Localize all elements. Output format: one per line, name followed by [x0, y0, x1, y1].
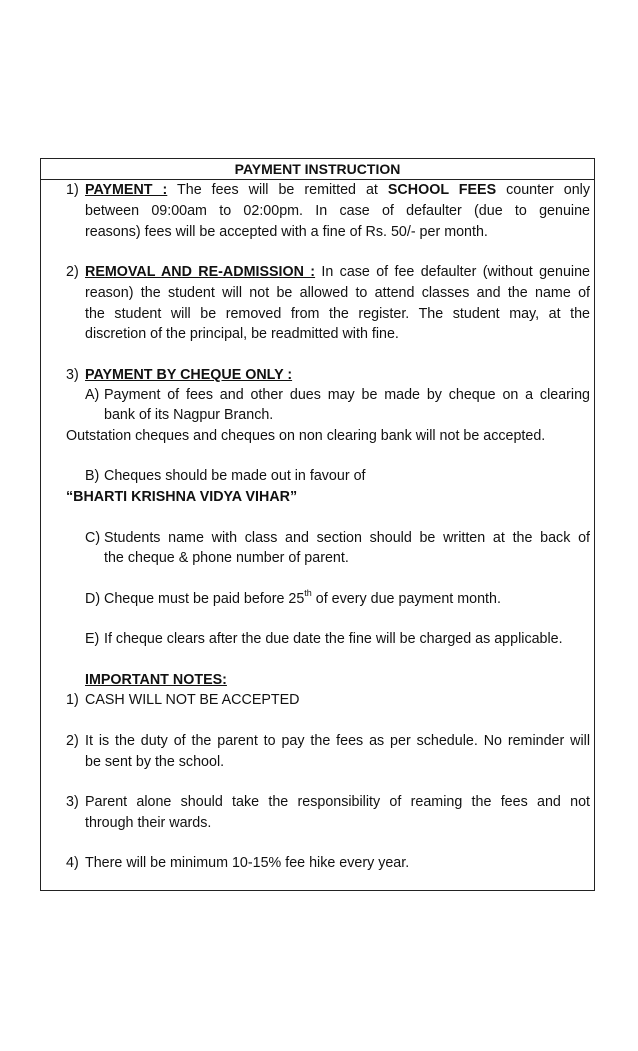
- note-3-line-1: Parent alone should take the responsibility of reaming the fees and not: [85, 794, 590, 810]
- item-e-text: If cheque clears after the due date the fine will be charged as applicable.: [104, 631, 563, 647]
- section-1-heading: PAYMENT :: [85, 182, 168, 198]
- section-1-line-1: PAYMENT : The fees will be remitted at SCHOOL FEES counter only: [85, 182, 591, 198]
- item-c-line-2: the cheque & phone number of parent.: [104, 550, 349, 566]
- note-1-text: CASH WILL NOT BE ACCEPTED: [85, 692, 300, 708]
- note-4-text: There will be minimum 10-15% fee hike every year.: [85, 855, 410, 871]
- note-2-number: 2): [66, 733, 79, 749]
- item-a-label: A): [85, 387, 100, 403]
- note-3-line-2: through their wards.: [85, 815, 212, 831]
- item-d-text: Cheque must be paid before 25th of every due payment month.: [104, 588, 501, 607]
- section-1-line-3: reasons) fees will be accepted with a fine of Rs. 50/- per month.: [85, 224, 488, 240]
- payee-name: “BHARTI KRISHNA VIDYA VIHAR”: [66, 489, 298, 505]
- section-2-heading: REMOVAL AND RE-ADMISSION :: [85, 264, 316, 280]
- item-c-label: C): [85, 530, 101, 546]
- note-2-line-1: It is the duty of the parent to pay the fees as per schedule. No reminder will: [85, 733, 590, 749]
- section-3-number: 3): [66, 367, 79, 383]
- item-d-label: D): [85, 591, 101, 607]
- ordinal-suffix: th: [304, 588, 312, 598]
- section-1-line-2: between 09:00am to 02:00pm. In case of defaulter (due to genuine: [85, 203, 590, 219]
- section-2-line-4: discretion of the principal, be readmitted with fine.: [85, 326, 399, 342]
- payment-instruction-box: [40, 158, 595, 891]
- document-title: PAYMENT INSTRUCTION: [41, 159, 594, 180]
- item-e-label: E): [85, 631, 100, 647]
- section-2-line-1: REMOVAL AND RE-ADMISSION : In case of fee defaulter (without genuine: [85, 264, 590, 280]
- outstation-note: Outstation cheques and cheques on non clearing bank will not be accepted.: [66, 428, 546, 444]
- section-2-line-2: reason) the student will not be allowed to attend classes and the name of: [85, 285, 590, 301]
- section-2-line-3: the student will be removed from the register. The student may, at the: [85, 306, 590, 322]
- item-c-line-1: Students name with class and section should be written at the back of: [104, 530, 590, 546]
- section-2-number: 2): [66, 264, 79, 280]
- note-4-number: 4): [66, 855, 79, 871]
- note-1-number: 1): [66, 692, 79, 708]
- note-2-line-2: be sent by the school.: [85, 754, 225, 770]
- school-fees-counter: SCHOOL FEES: [387, 182, 497, 198]
- item-a-line-1: Payment of fees and other dues may be made by cheque on a clearing: [104, 387, 590, 403]
- note-3-number: 3): [66, 794, 79, 810]
- item-b-text: Cheques should be made out in favour of: [104, 468, 366, 484]
- item-b-label: B): [85, 468, 100, 484]
- item-a-line-2: bank of its Nagpur Branch.: [104, 407, 274, 423]
- important-notes-heading: IMPORTANT NOTES:: [85, 672, 227, 688]
- section-3-heading: PAYMENT BY CHEQUE ONLY :: [85, 367, 293, 383]
- section-1-number: 1): [66, 182, 79, 198]
